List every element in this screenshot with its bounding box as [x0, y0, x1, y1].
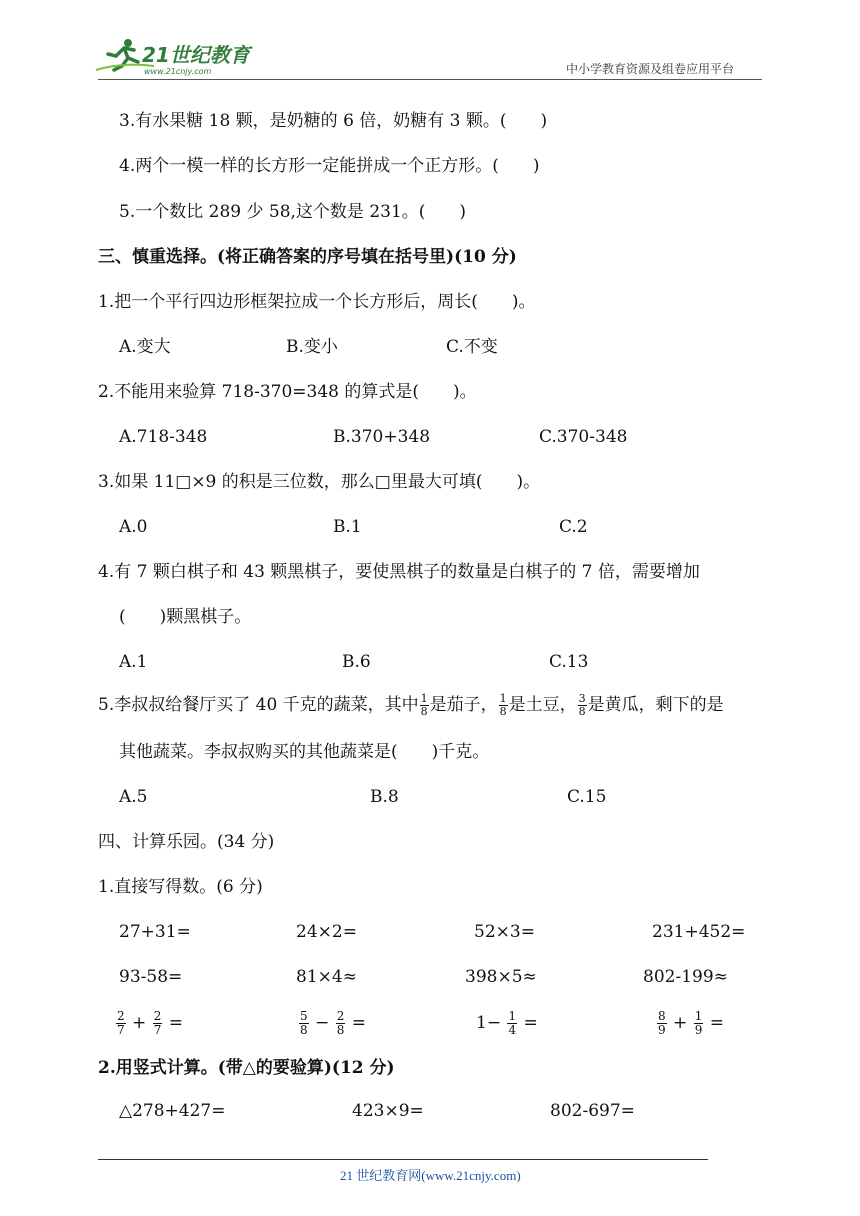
- choice-question-3: 3.如果 11□×9 的积是三位数，那么□里最大可填( )。: [98, 472, 541, 492]
- calc-item: 802-199≈: [643, 967, 728, 987]
- logo-text: 21世纪教育: [142, 43, 250, 67]
- header-divider: [98, 79, 762, 80]
- calc-item: 81×4≈: [296, 967, 357, 987]
- q5-text-4: 是黄瓜，剩下的是: [587, 695, 724, 715]
- section-heading-calc: 四、计算乐园。(34 分): [98, 832, 275, 852]
- calc-fraction-item: 1− $\frac{1}{4}$ =: [476, 1009, 538, 1037]
- choice-4-option-c: C.13: [549, 652, 589, 672]
- calc-item: 27+31=: [119, 922, 191, 942]
- choice-question-4: 4.有 7 颗白棋子和 43 颗黑棋子，要使黑棋子的数量是白棋子的 7 倍，需要增加: [98, 562, 700, 582]
- choice-4-option-a: A.1: [119, 652, 148, 672]
- judge-question-3: 3.有水果糖 18 颗，是奶糖的 6 倍，奶糖有 3 颗。( ): [119, 111, 548, 131]
- fraction: $\frac{1}{8}$: [420, 692, 428, 718]
- choice-question-2: 2.不能用来验算 718-370=348 的算式是( )。: [98, 382, 477, 402]
- choice-question-5-cont: 其他蔬菜。李叔叔购买的其他蔬菜是( )千克。: [119, 742, 490, 762]
- calc-item: 231+452=: [652, 922, 746, 942]
- choice-2-option-a: A.718-348: [119, 427, 208, 447]
- judge-question-4: 4.两个一模一样的长方形一定能拼成一个正方形。( ): [119, 156, 540, 176]
- calc-fraction-item: $\frac{8}{9}$ + $\frac{1}{9}$ =: [658, 1009, 724, 1037]
- fraction: $\frac{3}{8}$: [578, 692, 586, 718]
- q5-text-1: 5.李叔叔给餐厅买了 40 千克的蔬菜，其中: [98, 695, 419, 715]
- choice-question-1: 1.把一个平行四边形框架拉成一个长方形后，周长( )。: [98, 292, 536, 312]
- calc-subheading-1: 1.直接写得数。(6 分): [98, 877, 263, 897]
- calc-fraction-item: $\frac{5}{8}$ − $\frac{2}{8}$ =: [300, 1009, 366, 1037]
- calc-item: 802-697=: [550, 1101, 635, 1121]
- logo-url: www.21cnjy.com: [144, 67, 212, 76]
- calc-item: 93-58=: [119, 967, 183, 987]
- choice-2-option-c: C.370-348: [539, 427, 628, 447]
- calc-subheading-2: 2.用竖式计算。(带△的要验算)(12 分): [98, 1058, 395, 1078]
- calc-item: △278+427=: [119, 1101, 226, 1121]
- choice-1-option-c: C.不变: [446, 337, 498, 357]
- choice-4-option-b: B.6: [342, 652, 371, 672]
- calc-item: 423×9=: [352, 1101, 424, 1121]
- q5-text-3: 是土豆，: [508, 695, 577, 715]
- calc-fraction-item: $\frac{2}{7}$ + $\frac{2}{7}$ =: [117, 1009, 183, 1037]
- platform-title: 中小学教育资源及组卷应用平台: [566, 62, 735, 76]
- choice-question-4-cont: ( )颗黑棋子。: [119, 607, 252, 627]
- choice-5-option-c: C.15: [567, 787, 607, 807]
- choice-question-5: [98, 690, 724, 720]
- choice-2-option-b: B.370+348: [333, 427, 431, 447]
- judge-question-5: 5.一个数比 289 少 58,这个数是 231。( ): [119, 202, 467, 222]
- choice-1-option-b: B.变小: [286, 337, 338, 357]
- choice-5-option-a: A.5: [119, 787, 148, 807]
- choice-3-option-c: C.2: [559, 517, 588, 537]
- choice-3-option-b: B.1: [333, 517, 362, 537]
- choice-1-option-a: A.变大: [119, 337, 171, 357]
- q5-text-2: 是茄子，: [429, 695, 498, 715]
- site-logo: [94, 36, 264, 78]
- fraction: $\frac{1}{8}$: [499, 692, 507, 718]
- choice-3-option-a: A.0: [119, 517, 148, 537]
- calc-item: 24×2=: [296, 922, 357, 942]
- section-heading-choice: 三、慎重选择。(将正确答案的序号填在括号里)(10 分): [98, 247, 517, 267]
- calc-item: 398×5≈: [465, 967, 537, 987]
- calc-item: 52×3=: [474, 922, 535, 942]
- choice-5-option-b: B.8: [370, 787, 399, 807]
- footer-divider: [98, 1159, 708, 1160]
- footer-link[interactable]: 21 世纪教育网(www.21cnjy.com): [340, 1168, 521, 1183]
